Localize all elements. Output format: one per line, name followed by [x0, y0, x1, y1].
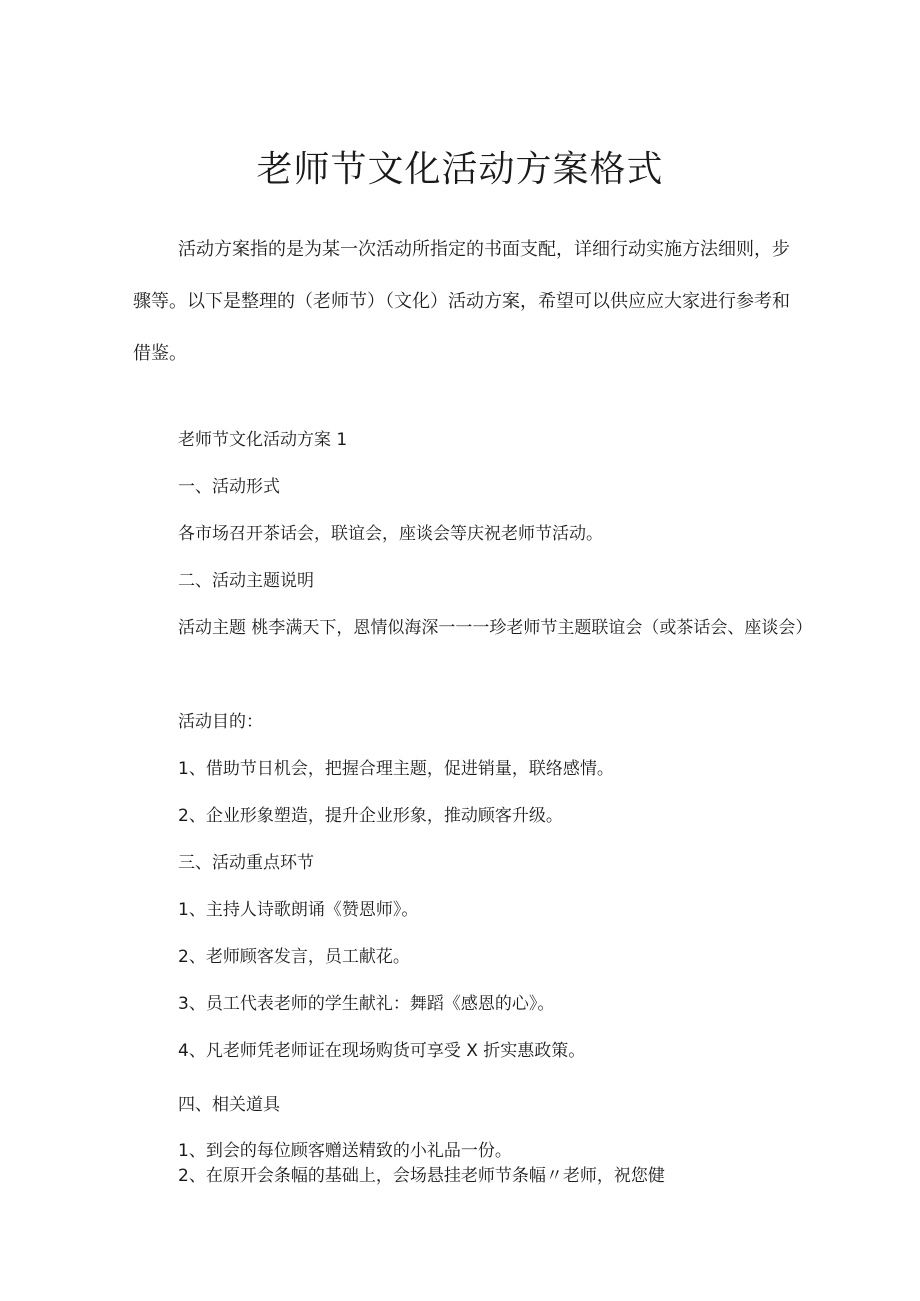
- key-step-4: 4、凡老师凭老师证在现场购货可享受 X 折实惠政策。: [178, 1041, 586, 1061]
- plan-heading: 老师节文化活动方案 1: [178, 430, 348, 450]
- section-heading-key-steps: 三、活动重点环节: [178, 853, 314, 873]
- section-heading-form: 一、活动形式: [178, 477, 280, 497]
- key-step-1: 1、主持人诗歌朗诵《赞恩师》。: [178, 900, 419, 920]
- purpose-item-1: 1、借助节日机会，把握合理主题，促进销量，联络感情。: [178, 759, 614, 779]
- purpose-item-2: 2、企业形象塑造，提升企业形象，推动顾客升级。: [178, 806, 563, 826]
- theme-paragraph: 活动主题 桃李满天下，恩情似海深一一一珍老师节主题联谊会（或茶话会、座谈会）: [178, 618, 813, 638]
- key-step-2: 2、老师顾客发言，员工献花。: [178, 947, 410, 967]
- section-heading-props: 四、相关道具: [178, 1095, 280, 1115]
- section-text-form: 各市场召开茶话会，联谊会，座谈会等庆祝老师节活动。: [178, 524, 603, 544]
- key-step-3: 3、员工代表老师的学生献礼：舞蹈《感恩的心》。: [178, 994, 555, 1014]
- document-title: 老师节文化活动方案格式: [256, 149, 664, 190]
- props-item-2: 2、在原开会条幅的基础上，会场悬挂老师节条幅〃老师，祝您健: [178, 1166, 665, 1186]
- purpose-label: 活动目的：: [178, 712, 263, 732]
- intro-paragraph: 活动方案指的是为某一次活动所指定的书面支配，详细行动实施方法细则，步骤等。以下是整理的（老师节）（文化）活动方案，希望可以供应应大家进行参考和借鉴。: [133, 239, 790, 364]
- props-item-1: 1、到会的每位顾客赠送精致的小礼品一份。: [178, 1141, 512, 1161]
- section-heading-theme: 二、活动主题说明: [178, 571, 314, 591]
